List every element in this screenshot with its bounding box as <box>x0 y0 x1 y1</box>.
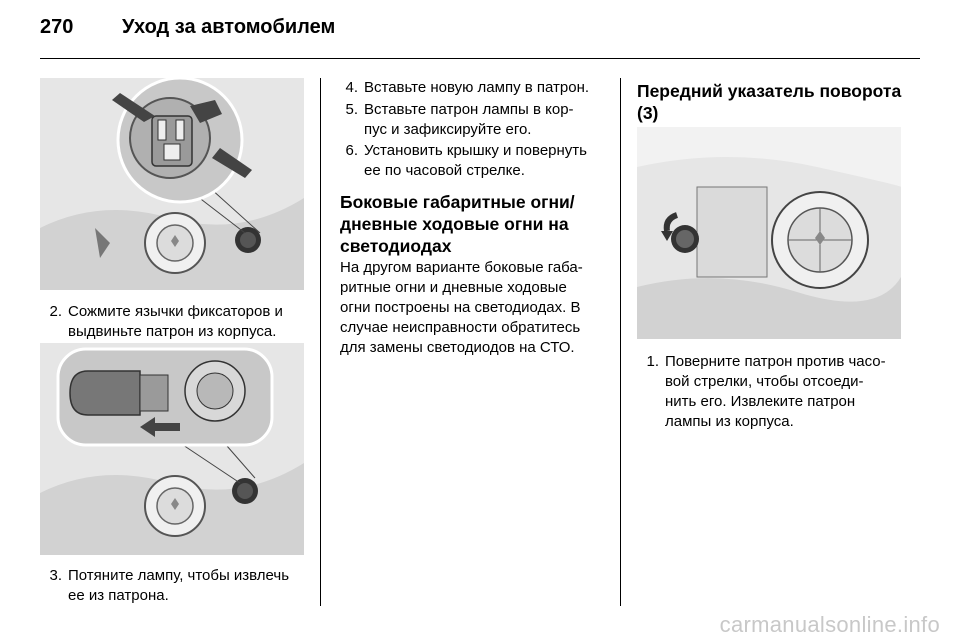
step-6 <box>336 141 612 181</box>
header-rule <box>40 58 920 59</box>
illustration-turn-signal <box>637 127 901 339</box>
step-2 <box>40 302 312 342</box>
section-heading-turn-signal: Передний указатель поворота (3) <box>637 81 902 123</box>
step-5-number: 5. <box>345 101 358 118</box>
socket-clips-drawing <box>40 78 304 290</box>
step-2-number: 2. <box>49 303 62 320</box>
section-heading-led: Боковые габаритные огни/ дневные ходовые огни на светодиодах <box>340 192 575 256</box>
step-2-text: Сожмите язычки фиксаторов и выдвиньте патрон из корпуса. <box>68 303 283 340</box>
step-6-text: Установить крышку и повернуть ее по часовой стрелке. <box>364 142 587 179</box>
step-4-text: Вставьте новую лампу в патрон. <box>364 79 590 96</box>
step-6-number: 6. <box>345 142 358 159</box>
step-5-text: Вставьте патрон лампы в кор- пус и зафиксируйте его. <box>364 101 574 138</box>
step-3 <box>40 566 312 606</box>
turn-signal-step-1-number: 1. <box>646 353 659 370</box>
step-4-number: 4. <box>345 79 358 96</box>
step-3-number: 3. <box>49 567 62 584</box>
step-5 <box>336 100 612 140</box>
step-3-text: Потяните лампу, чтобы извлечь ее из патрона. <box>68 567 290 604</box>
column-divider-2 <box>620 78 621 606</box>
page-header <box>40 16 335 46</box>
page-title: Уход за автомобилем <box>122 16 336 38</box>
pull-lamp-drawing <box>40 343 304 555</box>
section-body-led: На другом варианте боковые габа- ритные огни и дневные ходовые огни построены на светодиодах. В случае неисправности обратитесь для замены светодиодов на СТО. <box>340 259 583 356</box>
column-divider-1 <box>320 78 321 606</box>
watermark: carmanualsonline.info <box>719 612 940 637</box>
step-4 <box>336 78 612 98</box>
illustration-socket-clips <box>40 78 304 290</box>
page-number: 270 <box>40 16 74 38</box>
turn-signal-step-1-text: Поверните патрон против часо- вой стрелки, чтобы отсоеди- нить его. Извлеките патрон лампы из корпуса. <box>665 353 886 430</box>
illustration-pull-lamp <box>40 343 304 555</box>
turn-signal-step-1 <box>637 352 917 432</box>
turn-signal-drawing <box>637 127 901 339</box>
